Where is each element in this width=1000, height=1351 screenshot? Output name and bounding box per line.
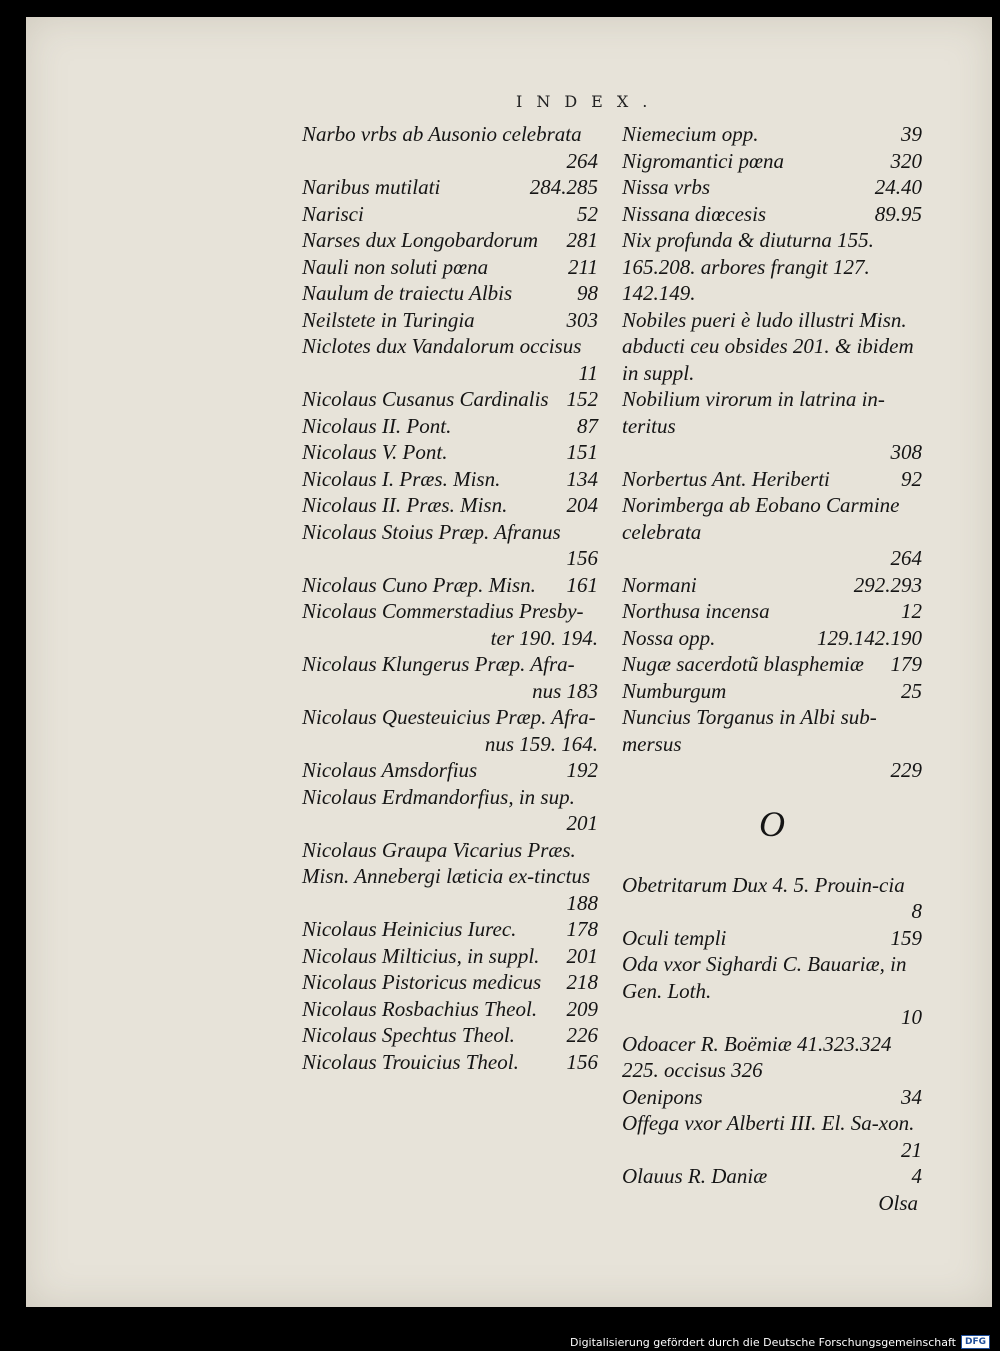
index-entry	[622, 121, 922, 148]
entry-pages: 201	[566, 811, 598, 835]
entry-pages: 264	[566, 148, 598, 173]
index-entry	[302, 943, 598, 970]
entry-term: Normani	[622, 572, 697, 597]
entry-term: Offega vxor Alberti III. El. Sa-xon.	[622, 1111, 915, 1135]
entry-term: Nauli non soluti pœna	[302, 254, 489, 279]
entry-pages: nus 183	[532, 678, 598, 703]
entry-term: Nugæ sacerdotũ blasphemiæ	[622, 652, 864, 676]
index-entry	[302, 996, 598, 1023]
index-entry	[622, 227, 922, 307]
entry-term: Nicolaus Cuno Præp. Misn.	[302, 572, 536, 597]
entry-pages: 87	[577, 413, 598, 438]
entry-pages: 201	[566, 943, 598, 968]
entry-term: Naribus mutilati	[302, 175, 441, 199]
entry-term: Nicolaus Graupa Vicarius Præs. Misn. Annebergi læticia ex-tinctus	[302, 837, 591, 888]
index-entry	[302, 572, 598, 599]
entry-pages: 52	[577, 201, 598, 226]
index-entry	[302, 254, 598, 281]
entry-pages: 129.142.190	[817, 625, 922, 650]
entry-pages: 226	[566, 1023, 598, 1047]
index-entry	[622, 386, 922, 466]
entry-pages: 211	[568, 254, 598, 279]
entry-pages: 308	[890, 440, 922, 464]
index-entry	[622, 1110, 922, 1163]
index-entry	[622, 492, 922, 572]
entry-term: Niclotes dux Vandalorum occisus	[302, 334, 582, 358]
index-entry	[302, 1022, 598, 1049]
index-entry	[622, 925, 922, 952]
entry-term: Naulum de traiectu Albis	[302, 281, 513, 305]
entry-term: Niemecium opp.	[622, 122, 759, 146]
entry-term: Nuncius Torganus in Albi sub-mersus	[622, 705, 877, 756]
index-entry	[302, 307, 598, 334]
entry-term: Nicolaus V. Pont.	[302, 440, 448, 464]
entry-pages: 152	[566, 387, 598, 411]
index-entry	[622, 174, 922, 201]
entry-term: Neilstete in Turingia	[302, 307, 475, 332]
entry-pages: 156	[566, 546, 598, 570]
entry-pages: 178	[566, 917, 598, 941]
index-entry	[622, 678, 922, 705]
entry-pages: 188	[566, 890, 598, 915]
entry-pages: 284.285	[529, 175, 598, 199]
entry-pages: 218	[566, 970, 598, 994]
entry-term: Nobiles pueri è ludo illustri Misn. abducti ceu obsides 201. & ibidem in suppl.	[622, 307, 914, 385]
entry-pages: 209	[566, 996, 598, 1021]
catchword: Olsa	[878, 1190, 918, 1215]
index-column-right	[622, 121, 922, 1216]
entry-term: Nicolaus Commerstadius Presby-	[302, 599, 584, 623]
entry-term: Olauus R. Daniæ	[622, 1164, 768, 1188]
index-entry	[302, 757, 598, 784]
entry-pages: 4	[911, 1164, 922, 1188]
entry-pages: 156	[566, 1049, 598, 1074]
entry-term: Northusa incensa	[622, 599, 770, 623]
entry-pages: 39	[901, 122, 922, 146]
entry-pages: 281	[566, 228, 598, 252]
entry-term: Obetritarum Dux 4. 5. Prouin-cia	[622, 872, 905, 897]
entry-term: Nicolaus II. Præs. Misn.	[302, 493, 508, 517]
index-entry	[302, 837, 598, 917]
entry-term: Numburgum	[622, 678, 727, 703]
entry-term: Nicolaus Spechtus Theol.	[302, 1023, 515, 1047]
index-entry	[302, 916, 598, 943]
index-entry	[302, 280, 598, 307]
index-entry	[622, 307, 922, 387]
entry-term: Nossa opp.	[622, 625, 716, 650]
index-entry	[302, 466, 598, 493]
index-column-left	[302, 121, 598, 1075]
index-entry	[622, 598, 922, 625]
entry-pages: nus 159. 164.	[484, 731, 598, 756]
index-entry	[302, 439, 598, 466]
section-letter: O	[759, 803, 785, 844]
entry-term: Nicolaus Amsdorfius	[302, 758, 478, 782]
entry-term: Narses dux Longobardorum	[302, 228, 539, 252]
entry-pages: 92	[901, 466, 922, 491]
index-entry	[302, 1049, 598, 1076]
index-entry	[622, 572, 922, 599]
entry-pages: 303	[566, 307, 598, 332]
digitization-footer	[570, 1335, 990, 1349]
entry-term: Oculi templi	[622, 925, 727, 950]
entry-pages: 21	[901, 1137, 922, 1162]
entry-term: Nicolaus II. Pont.	[302, 413, 452, 438]
entry-pages: ter 190. 194.	[490, 625, 598, 650]
index-entry	[302, 174, 598, 201]
index-entry	[622, 1163, 922, 1190]
entry-term: Nix profunda & diuturna 155. 165.208. arbores frangit 127. 142.149.	[622, 228, 874, 305]
index-entry	[302, 598, 598, 651]
entry-term: Nissa vrbs	[622, 175, 711, 199]
index-entry	[302, 704, 598, 757]
entry-pages: 151	[566, 440, 598, 464]
index-entry	[622, 466, 922, 493]
entry-pages: 98	[577, 281, 598, 305]
index-entry	[302, 227, 598, 254]
index-entry	[302, 784, 598, 837]
entry-pages: 134	[566, 466, 598, 491]
entry-pages: 12	[901, 599, 922, 623]
entry-pages: 264	[890, 546, 922, 570]
index-entry	[302, 333, 598, 386]
book-page	[26, 17, 992, 1307]
entry-pages: 25	[901, 678, 922, 703]
index-entry	[622, 704, 922, 784]
dfg-logo: DFG	[961, 1335, 990, 1349]
entry-term: Nigromantici pœna	[622, 148, 784, 173]
entry-pages: 89.95	[874, 201, 922, 226]
entry-pages: 292.293	[853, 572, 922, 597]
index-entry	[302, 492, 598, 519]
entry-term: Nicolaus Klungerus Præp. Afra-	[302, 652, 575, 676]
entry-term: Nobilium virorum in latrina in-teritus	[622, 387, 885, 438]
entry-term: Nicolaus Erdmandorfius, in sup.	[302, 784, 575, 809]
entry-term: Nicolaus Pistoricus medicus	[302, 970, 542, 994]
entry-term: Nicolaus Stoius Præp. Afranus	[302, 519, 561, 544]
entry-term: Norbertus Ant. Heriberti	[622, 466, 830, 491]
index-entry	[302, 519, 598, 572]
entry-term: Odoacer R. Boëmiæ 41.323.324 225. occisus 326	[622, 1031, 892, 1082]
index-entry	[622, 872, 922, 925]
index-entry	[302, 386, 598, 413]
entry-term: Oenipons	[622, 1084, 703, 1109]
index-entry	[622, 651, 922, 678]
entry-term: Nissana diœcesis	[622, 201, 767, 226]
entry-term: Nicolaus Questeuicius Præp. Afra-	[302, 705, 596, 729]
entry-term: Nicolaus Milticius, in suppl.	[302, 943, 540, 968]
index-entry	[622, 201, 922, 228]
entry-pages: 10	[901, 1005, 922, 1029]
entry-term: Narisci	[302, 201, 364, 226]
index-entry	[622, 1084, 922, 1111]
entry-term: Norimberga ab Eobano Carmine celebrata	[622, 493, 900, 544]
entry-term: Nicolaus Rosbachius Theol.	[302, 996, 538, 1021]
index-entry	[622, 951, 922, 1031]
entry-pages: 204	[566, 493, 598, 517]
index-section-n	[622, 121, 922, 784]
entry-pages: 11	[578, 360, 598, 385]
entry-term: Nicolaus Cusanus Cardinalis	[302, 387, 549, 411]
entry-pages: 24.40	[874, 175, 922, 199]
footer-text: Digitalisierung gefördert durch die Deutsche Forschungsgemeinschaft	[570, 1335, 956, 1349]
entry-term: Narbo vrbs ab Ausonio celebrata	[302, 122, 582, 146]
entry-pages: 34	[901, 1084, 922, 1109]
index-entry	[302, 969, 598, 996]
entry-term: Oda vxor Sighardi C. Bauariæ, in Gen. Loth.	[622, 952, 907, 1003]
index-entry	[302, 651, 598, 704]
entry-pages: 229	[890, 758, 922, 782]
entry-pages: 159	[890, 925, 922, 950]
entry-term: Nicolaus Heinicius Iurec.	[302, 917, 517, 941]
entry-pages: 8	[911, 899, 922, 923]
index-entry	[622, 625, 922, 652]
entry-pages: 192	[566, 758, 598, 782]
index-entry	[622, 1031, 922, 1084]
entry-pages: 320	[890, 148, 922, 173]
page-header: INDEX.	[516, 92, 662, 111]
index-entry	[302, 201, 598, 228]
index-entry	[302, 121, 598, 174]
index-section-o	[622, 872, 922, 1190]
entry-pages: 161	[566, 572, 598, 597]
entry-term: Nicolaus I. Præs. Misn.	[302, 466, 501, 491]
entry-pages: 179	[890, 652, 922, 676]
index-entry	[622, 148, 922, 175]
entry-term: Nicolaus Trouicius Theol.	[302, 1049, 519, 1074]
index-entry	[302, 413, 598, 440]
